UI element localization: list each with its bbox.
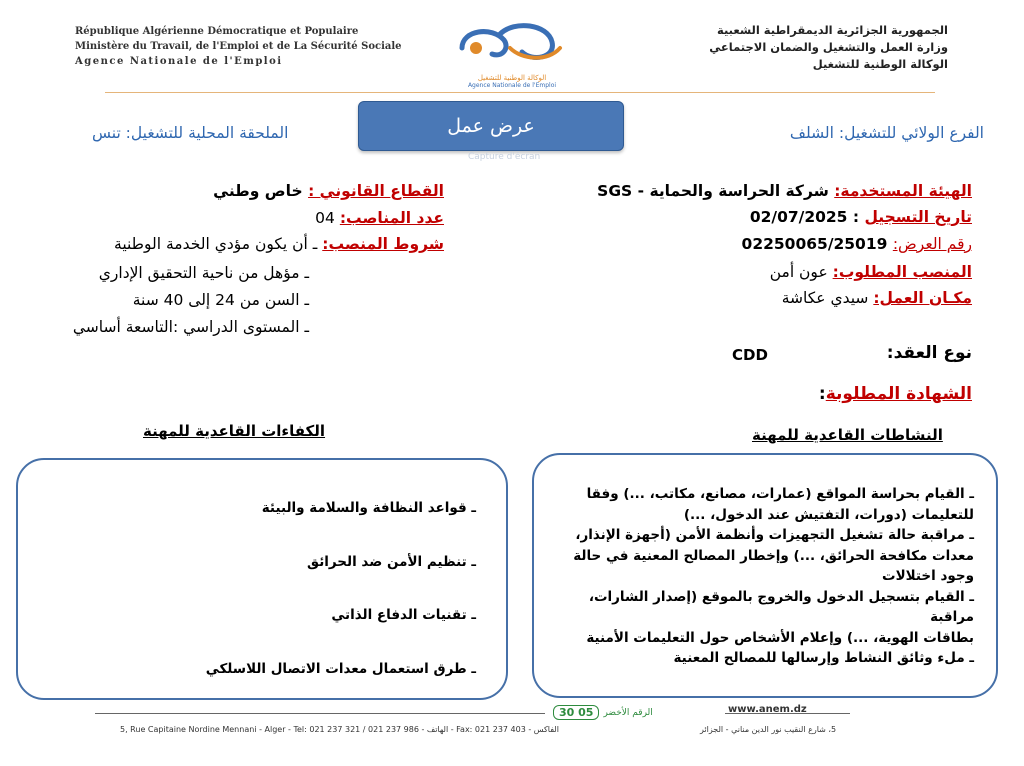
offer-no-value: 02250065/25019 xyxy=(741,235,893,253)
anem-logo xyxy=(452,18,572,89)
offer-no-row xyxy=(742,235,972,253)
offer-no-label: رقم العرض: xyxy=(892,235,972,253)
green-number: 30 05 xyxy=(553,705,599,720)
diploma-row xyxy=(819,384,972,404)
branch-wilaya: الفرع الولائي للتشغيل: الشلف xyxy=(789,124,984,142)
conditions-row xyxy=(114,235,444,253)
posts-count-row xyxy=(315,209,444,227)
anem-logo-icon xyxy=(452,18,572,70)
competency-item: ـ قواعد النظافة والسلامة والبيئة xyxy=(261,500,476,516)
offer-title: عرض عمل xyxy=(358,101,624,151)
contract-label: نوع العقد: xyxy=(886,343,972,363)
position-row xyxy=(770,263,972,281)
header-ar-line2: وزارة العمل والتشغيل والضمان الاجتماعي xyxy=(709,40,948,54)
activity-line: ـ ملء وثائق النشاط وإرسالها للمصالح المعنية xyxy=(673,650,974,666)
employer-row xyxy=(597,182,972,200)
condition-item: ـ المستوى الدراسي :التاسعة أساسي xyxy=(72,318,309,336)
header-divider xyxy=(105,92,935,93)
header-ar-line3: الوكالة الوطنية للتشغيل xyxy=(812,57,948,71)
posts-count-label: عدد المناصب: xyxy=(339,209,444,227)
activity-line: ـ مراقبة حالة تشغيل التجهيزات وأنظمة الأمن (أجهزة الإنذار، xyxy=(575,527,974,543)
employer-value: شركة الحراسة والحماية - SGS xyxy=(597,182,829,200)
competencies-title: الكفاءات القاعدية للمهنة xyxy=(143,422,326,440)
reg-date-label: تاريخ التسجيل xyxy=(864,208,972,226)
competencies-box xyxy=(16,458,508,700)
activity-line: بطاقات الهوية، ...) وإعلام الأشخاص حول التعليمات الأمنية xyxy=(586,629,974,646)
logo-caption-fr: Agence Nationale de l'Emploi xyxy=(467,82,557,89)
condition-item: ـ مؤهل من ناحية التحقيق الإداري xyxy=(98,264,309,282)
green-number-badge xyxy=(553,705,653,720)
reg-date-value: 02/07/2025 xyxy=(749,208,848,226)
legal-sector-label: القطاع القانوني : xyxy=(308,182,444,200)
diploma-colon: : xyxy=(818,384,826,404)
legal-sector-row xyxy=(213,182,444,200)
reg-date-sep: : xyxy=(847,208,865,226)
contract-value: CDD xyxy=(732,346,768,364)
legal-sector-value: خاص وطني xyxy=(213,182,309,200)
diploma-label: الشهادة المطلوبة xyxy=(825,384,972,404)
header-ar xyxy=(709,22,948,73)
green-label: الرقم الأخضر xyxy=(603,707,653,718)
header-ar-line1: الجمهورية الجزائرية الديمقراطية الشعبية xyxy=(716,23,948,37)
activity-line: معدات مكافحة الحرائق، ...) وإخطار المصالح المعنية في حالة xyxy=(573,547,974,564)
header-fr xyxy=(75,24,402,69)
posts-count-value: 04 xyxy=(315,209,340,227)
activities-list xyxy=(564,484,974,669)
competency-item: ـ طرق استعمال معدات الاتصال اللاسلكي xyxy=(205,660,476,677)
competency-item: ـ تقنيات الدفاع الذاتي xyxy=(331,607,476,623)
position-value: عون أمن xyxy=(769,263,833,281)
header-fr-line3: Agence Nationale de l'Emploi xyxy=(75,56,283,67)
activity-line: ـ القيام بحراسة المواقع (عمارات، مصانع، مكاتب، ...) وفقا xyxy=(586,486,974,502)
website-link[interactable]: www.anem.dz xyxy=(728,704,807,715)
competencies-list xyxy=(56,498,476,712)
workplace-row xyxy=(782,289,972,307)
activity-line: وجود اختلالات xyxy=(882,568,974,584)
activity-line: للتعليمات (دورات، التفتيش عند الدخول، ...) xyxy=(683,506,974,523)
footer-rule-left xyxy=(95,713,545,714)
activity-line: ـ القيام بتسجيل الدخول والخروج بالموقع (إصدار الشارات، مراقبة xyxy=(588,588,974,625)
header-fr-line2: Ministère du Travail, de l'Emploi et de La Sécurité Sociale xyxy=(75,41,402,52)
employer-label: الهيئة المستخدمة: xyxy=(834,182,972,200)
reg-date-row xyxy=(750,208,972,226)
footer-address-ar: 5، شارع النقيب نور الدين مناني - الجزائر xyxy=(700,725,837,734)
activities-title: النشاطات القاعدية للمهنة xyxy=(752,426,943,444)
footer-address-fr: 5, Rue Capitaine Nordine Mennani - Alger - Tel: 021 237 321 / 021 237 986 - الهاتف - Fax: 021 237 403 - الفاكس xyxy=(120,725,559,734)
competency-item: ـ تنظيم الأمن ضد الحرائق xyxy=(307,553,476,570)
conditions-label: شروط المنصب: xyxy=(322,235,444,253)
position-label: المنصب المطلوب: xyxy=(832,263,972,281)
branch-local: الملحقة المحلية للتشغيل: تنس xyxy=(92,124,289,142)
header-fr-line1: République Algérienne Démocratique et Populaire xyxy=(75,26,359,37)
condition-item: ـ السن من 24 إلى 40 سنة xyxy=(132,291,309,309)
logo-caption-ar: الوكالة الوطنية للتشغيل xyxy=(477,74,547,82)
title-ghost-text: Capture d'écran xyxy=(468,152,541,162)
workplace-label: مكـان العمل: xyxy=(873,289,972,307)
conditions-first: ـ أن يكون مؤدي الخدمة الوطنية xyxy=(114,235,323,253)
workplace-value: سيدي عكاشة xyxy=(781,289,874,307)
activities-box xyxy=(532,453,998,698)
